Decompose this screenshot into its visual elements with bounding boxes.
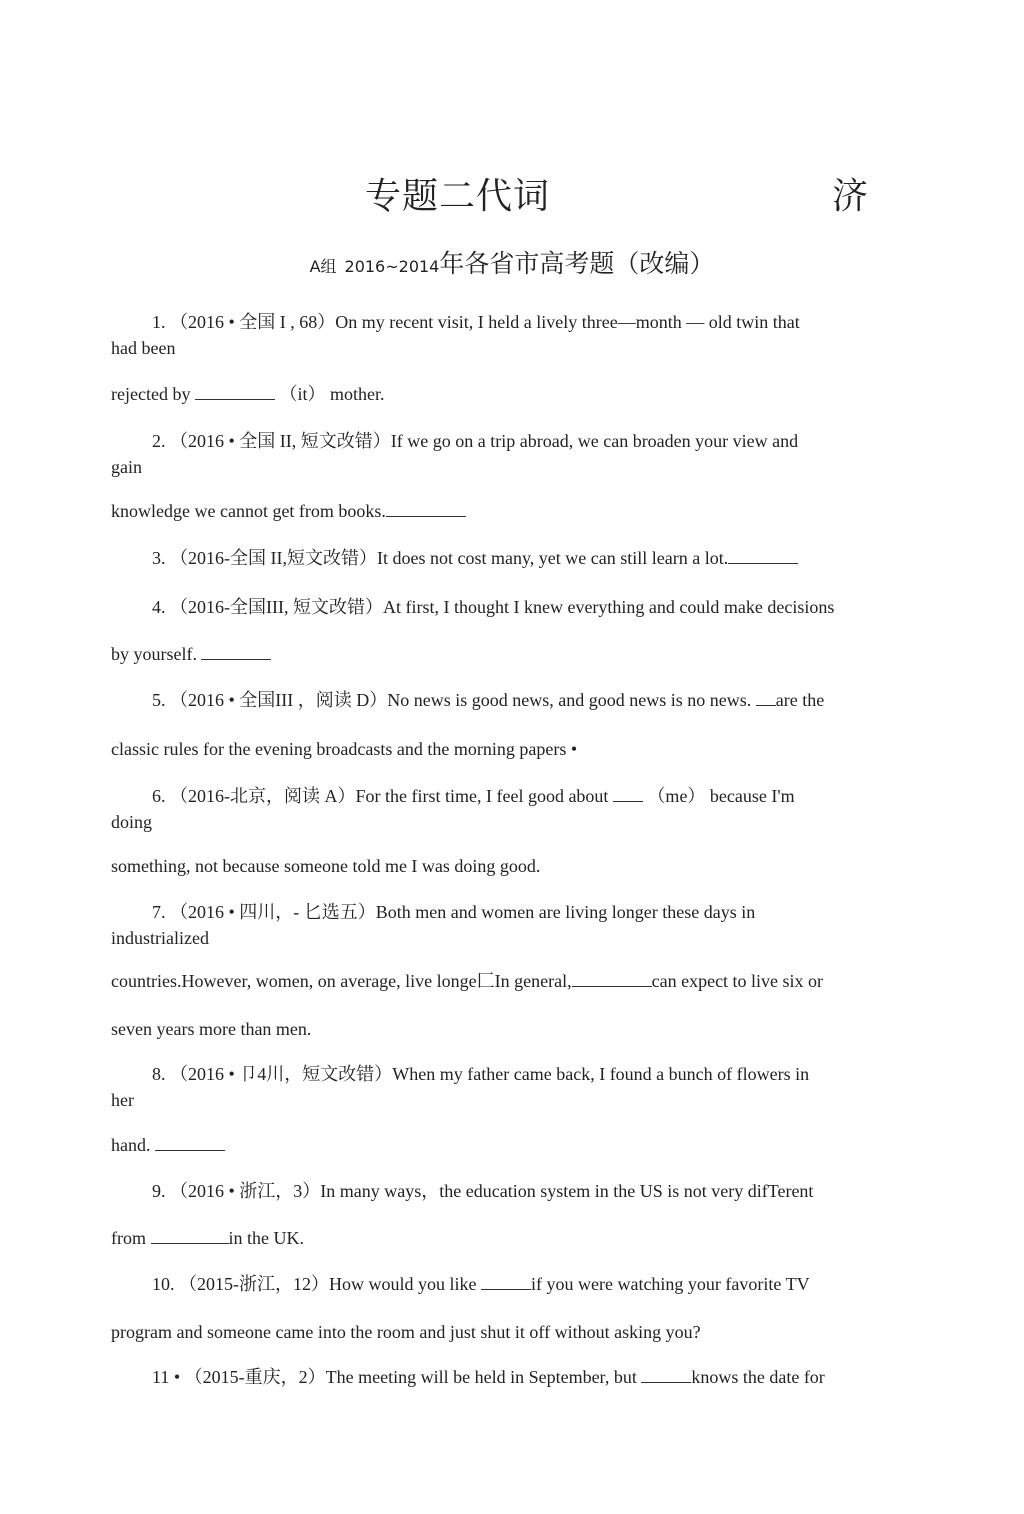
- answer-blank-5[interactable]: [756, 689, 776, 706]
- question-6-line-3: something, not because someone told me I was doing good.: [111, 856, 541, 876]
- question-5-line-1: [152, 689, 912, 711]
- question-9-text-b: in the UK.: [228, 1228, 304, 1248]
- question-3-line-1: [152, 547, 912, 569]
- title-extra-char: 济: [832, 176, 869, 217]
- subtitle-prefix: A组: [309, 257, 337, 276]
- question-1-line-2: had been: [111, 338, 176, 358]
- answer-blank-6[interactable]: [613, 785, 643, 802]
- question-4-text: by yourself.: [111, 644, 197, 664]
- question-10-text-b: if you were watching your favorite TV: [530, 1274, 810, 1294]
- title-main: 专题二代词: [365, 176, 551, 217]
- question-3-text: 3. （2016-全国 II,短文改错）It does not cost many, yet we can still learn a lot.: [152, 548, 729, 568]
- answer-blank-8[interactable]: [155, 1134, 225, 1151]
- question-11-text-b: knows the date for: [691, 1367, 825, 1387]
- question-8-text: hand.: [111, 1135, 151, 1155]
- question-8-line-2: her: [111, 1090, 134, 1110]
- answer-blank-9[interactable]: [151, 1227, 229, 1244]
- answer-blank-1[interactable]: [195, 383, 275, 400]
- question-5-text-b: are the: [775, 690, 825, 710]
- question-5-line-2: classic rules for the evening broadcasts and the morning papers •: [111, 739, 578, 759]
- question-10-line-2: program and someone came into the room and just shut it off without asking you?: [111, 1322, 701, 1342]
- question-2-line-1: 2. （2016 • 全国 II, 短文改错）If we go on a trip abroad, we can broaden your view and: [152, 431, 799, 451]
- question-7-line-4: seven years more than men.: [111, 1019, 312, 1039]
- question-1-line-1: 1. （2016 • 全国 I , 68）On my recent visit, I held a lively three—month — old twin that: [152, 312, 800, 332]
- question-2-text: knowledge we cannot get from books.: [111, 501, 386, 521]
- question-9-text-a: from: [111, 1228, 146, 1248]
- question-9-line-2: [111, 1227, 911, 1249]
- question-8-line-1: 8. （2016 • 卩4川，短文改错）When my father came back, I found a bunch of flowers in: [152, 1064, 810, 1084]
- question-1-text-b: （it） mother.: [279, 384, 385, 404]
- question-7-text-a: countries.However, women, on average, live longe匚In general,: [111, 971, 572, 991]
- question-7-line-2: industrialized: [111, 928, 209, 948]
- question-11-line-1: [152, 1366, 912, 1388]
- page-title: [0, 168, 1024, 218]
- question-9-line-1: 9. （2016 • 浙江，3）In many ways，the education system in the US is not very difTerent: [152, 1181, 814, 1201]
- question-4-line-1: 4. （2016-全国III, 短文改错）At first, I thought I knew everything and could make decisions: [152, 597, 835, 617]
- question-8-line-3: [111, 1134, 911, 1156]
- answer-blank-7[interactable]: [572, 970, 652, 987]
- question-6-line-1: [152, 785, 912, 807]
- question-6-text-b: （me） because I'm: [647, 786, 795, 806]
- question-2-line-2: gain: [111, 457, 142, 477]
- question-7-text-b: can expect to live six or: [651, 971, 824, 991]
- question-1-text-a: rejected by: [111, 384, 191, 404]
- subtitle-rest: 年各省市高考题（改编）: [439, 249, 715, 278]
- question-11-text-a: 11 • （2015-重庆，2）The meeting will be held in September, but: [152, 1367, 637, 1387]
- question-7-line-3: [111, 970, 911, 992]
- question-1-line-3: [111, 383, 911, 405]
- answer-blank-3[interactable]: [728, 547, 798, 564]
- answer-blank-11[interactable]: [641, 1366, 691, 1383]
- answer-blank-10[interactable]: [481, 1273, 531, 1290]
- question-4-line-2: [111, 643, 911, 665]
- section-subtitle: [0, 244, 1024, 280]
- question-7-line-1: 7. （2016 • 四川，- 匕选五）Both men and women are living longer these days in: [152, 902, 756, 922]
- subtitle-years: 2016~2014: [344, 257, 440, 276]
- answer-blank-2[interactable]: [386, 500, 466, 517]
- question-6-text-a: 6. （2016-北京，阅读 A）For the first time, I feel good about: [152, 786, 609, 806]
- question-10-line-1: [152, 1273, 912, 1295]
- question-6-line-2: doing: [111, 812, 153, 832]
- answer-blank-4[interactable]: [201, 643, 271, 660]
- question-5-text-a: 5. （2016 • 全国III ，阅读 D）No news is good news, and good news is no news.: [152, 690, 752, 710]
- question-10-text-a: 10. （2015-浙江，12）How would you like: [152, 1274, 477, 1294]
- question-2-line-3: [111, 500, 911, 522]
